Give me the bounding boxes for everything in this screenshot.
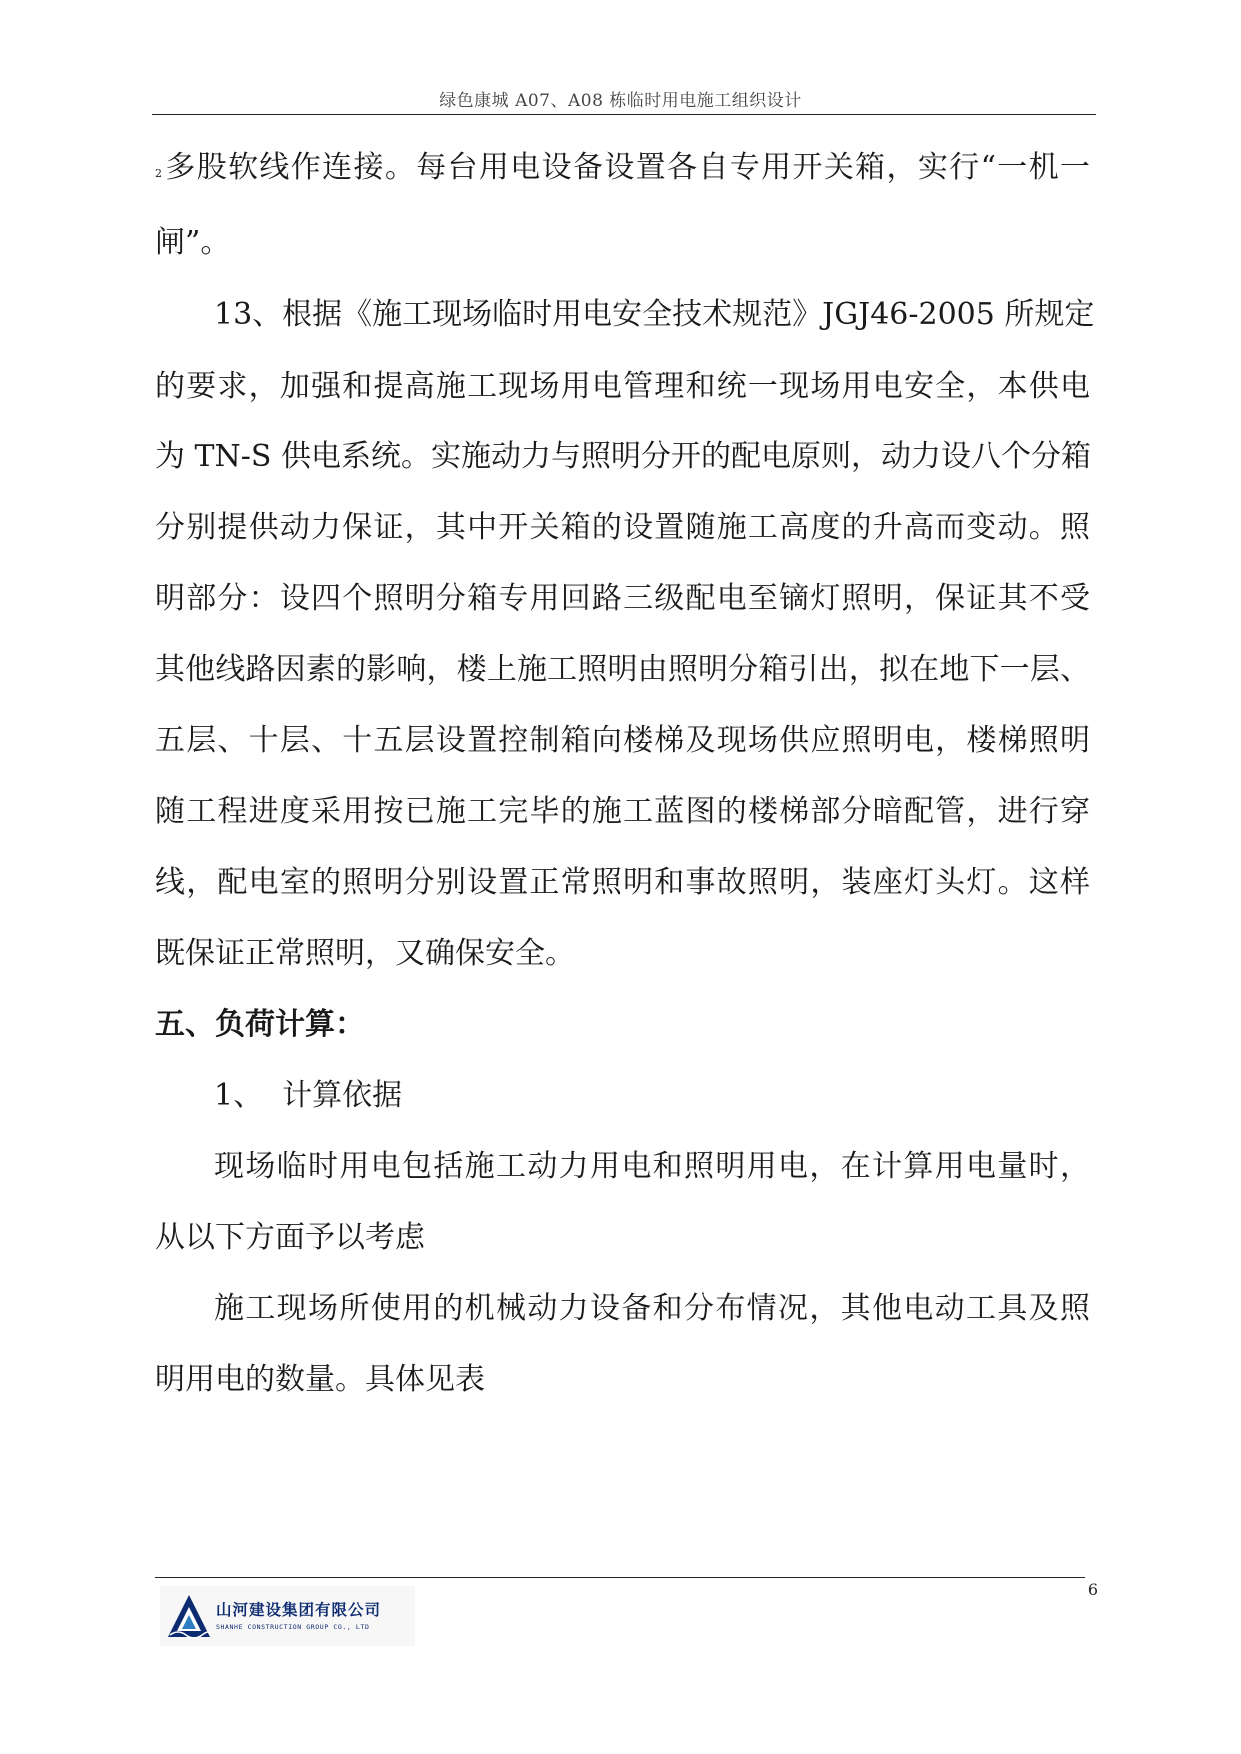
subheading: 1、 计算依据 bbox=[214, 1078, 403, 1113]
logo-name-en: SHANHE CONSTRUCTION GROUP CO., LTD bbox=[216, 1623, 370, 1631]
paragraph-line: 闸”。 bbox=[155, 225, 231, 260]
header-rule bbox=[152, 114, 1096, 115]
paragraph-line: 明部分：设四个照明分箱专用回路三级配电至镝灯照明，保证其不受 bbox=[155, 581, 1090, 616]
company-logo bbox=[160, 1586, 415, 1646]
paragraph-line: 的要求，加强和提高施工现场用电管理和统一现场用电安全，本供电 bbox=[155, 369, 1090, 404]
paragraph-line bbox=[155, 148, 1090, 188]
paragraph-line: 既保证正常照明，又确保安全。 bbox=[155, 936, 575, 971]
logo-name-cn: 山河建设集团有限公司 bbox=[216, 1601, 382, 1619]
paragraph-line: 现场临时用电包括施工动力用电和照明用电，在计算用电量时， bbox=[214, 1149, 1090, 1184]
paragraph-line: 其他线路因素的影响，楼上施工照明由照明分箱引出，拟在地下一层、 bbox=[155, 652, 1090, 687]
paragraph-line: 明用电的数量。具体见表 bbox=[155, 1362, 485, 1397]
paragraph-line: 从以下方面予以考虑 bbox=[155, 1220, 425, 1255]
paragraph-line: 随工程进度采用按已施工完毕的施工蓝图的楼梯部分暗配管，进行穿 bbox=[155, 794, 1090, 829]
paragraph-line: 线，配电室的照明分别设置正常照明和事故照明，装座灯头灯。这样 bbox=[155, 865, 1090, 900]
footer-rule bbox=[155, 1577, 1085, 1578]
footnote-mark: 2 bbox=[155, 167, 162, 180]
paragraph-line: 13、根据《施工现场临时用电安全技术规范》JGJ46-2005 所规定 bbox=[214, 297, 1095, 332]
paragraph-line: 五层、十层、十五层设置控制箱向楼梯及现场供应照明电，楼梯照明 bbox=[155, 723, 1090, 758]
paragraph-line: 分别提供动力保证，其中开关箱的设置随施工高度的升高而变动。照 bbox=[155, 510, 1090, 545]
page-header-title: 绿色康城 A07、A08 栋临时用电施工组织设计 bbox=[439, 91, 802, 111]
triangle-mountain-logo-icon bbox=[166, 1593, 212, 1639]
line-text: 多股软线作连接。每台用电设备设置各自专用开关箱，实行“一机一 bbox=[164, 150, 1090, 185]
section-heading: 五、负荷计算： bbox=[155, 1007, 365, 1042]
paragraph-line: 为 TN-S 供电系统。实施动力与照明分开的配电原则，动力设八个分箱 bbox=[155, 439, 1092, 474]
paragraph-line: 施工现场所使用的机械动力设备和分布情况，其他电动工具及照 bbox=[214, 1291, 1090, 1326]
page-number: 6 bbox=[1087, 1580, 1098, 1599]
